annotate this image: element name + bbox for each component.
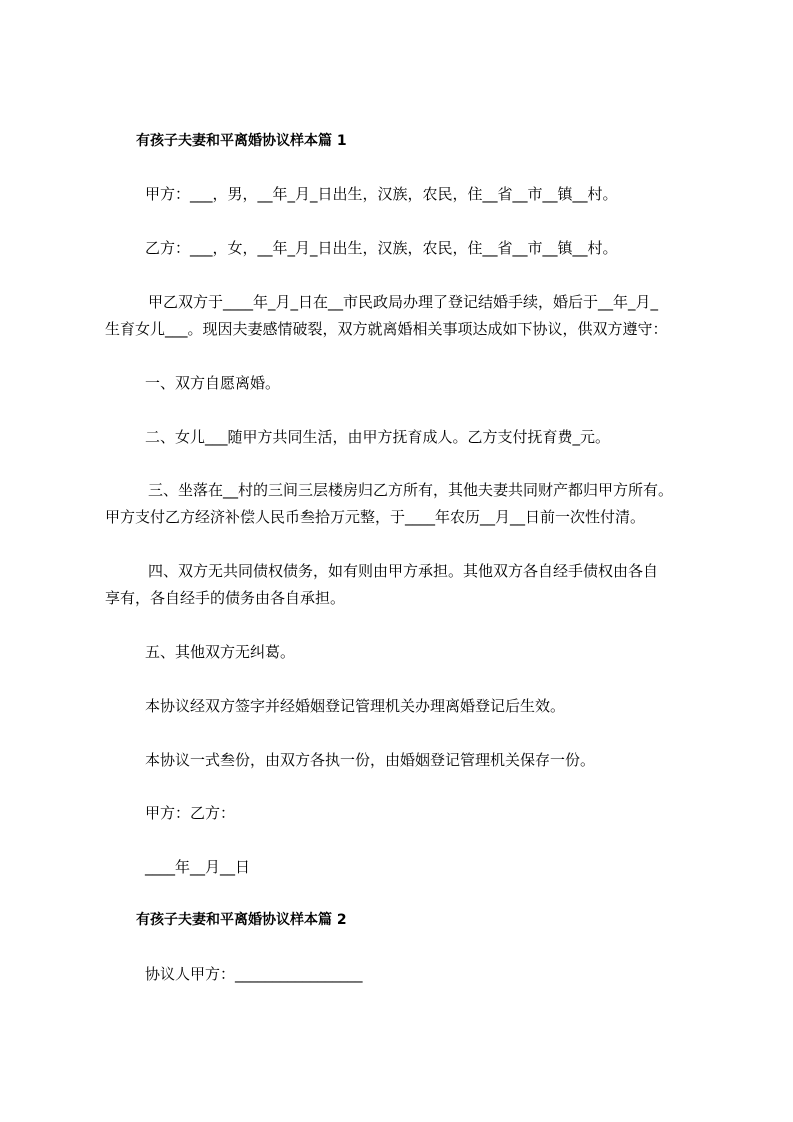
clause-4-line-1: 四、双方无共同债权债务，如有则由甲方承担。其他双方各自经手债权由各自 [148, 562, 659, 580]
effect-statement: 本协议经双方签字并经婚姻登记管理机关办理离婚登记后生效。 [145, 697, 566, 715]
clause-3-line-1: 三、坐落在__村的三间三层楼房归乙方所有，其他夫妻共同财产都归甲方所有。 [148, 481, 674, 499]
intro-line-1: 甲乙双方于____年_月_日在__市民政局办理了登记结婚手续，婚后于__年_月_ [148, 293, 659, 311]
party-b-line: 乙方：___，女，__年_月_日出生，汉族，农民，住__省__市__镇__村。 [145, 239, 618, 257]
signatures-line: 甲方：乙方： [145, 804, 236, 822]
section2-title: 有孩子夫妻和平离婚协议样本篇 2 [136, 912, 347, 928]
party-a-line: 甲方：___，男，__年_月_日出生，汉族，农民，住__省__市__镇__村。 [145, 185, 618, 203]
clause-5: 五、其他双方无纠葛。 [145, 643, 296, 661]
clause-1: 一、双方自愿离婚。 [145, 374, 281, 392]
clause-4-line-2: 享有，各自经手的债务由各自承担。 [105, 589, 346, 607]
clause-3-line-2: 甲方支付乙方经济补偿人民币叁拾万元整，于____年农历__月__日前一次性付清。 [105, 508, 646, 526]
party-a-label: 协议人甲方：_________________ [145, 965, 363, 983]
intro-line-2: 生育女儿___。现因夫妻感情破裂，双方就离婚相关事项达成如下协议，供双方遵守： [105, 320, 668, 338]
clause-2: 二、女儿___随甲方共同生活，由甲方抚育成人。乙方支付抚育费_元。 [145, 428, 611, 446]
date-line: ____年__月__日 [145, 858, 251, 876]
section1-title: 有孩子夫妻和平离婚协议样本篇 1 [136, 133, 347, 149]
copies-statement: 本协议一式叁份，由双方各执一份，由婚姻登记管理机关保存一份。 [145, 751, 596, 769]
